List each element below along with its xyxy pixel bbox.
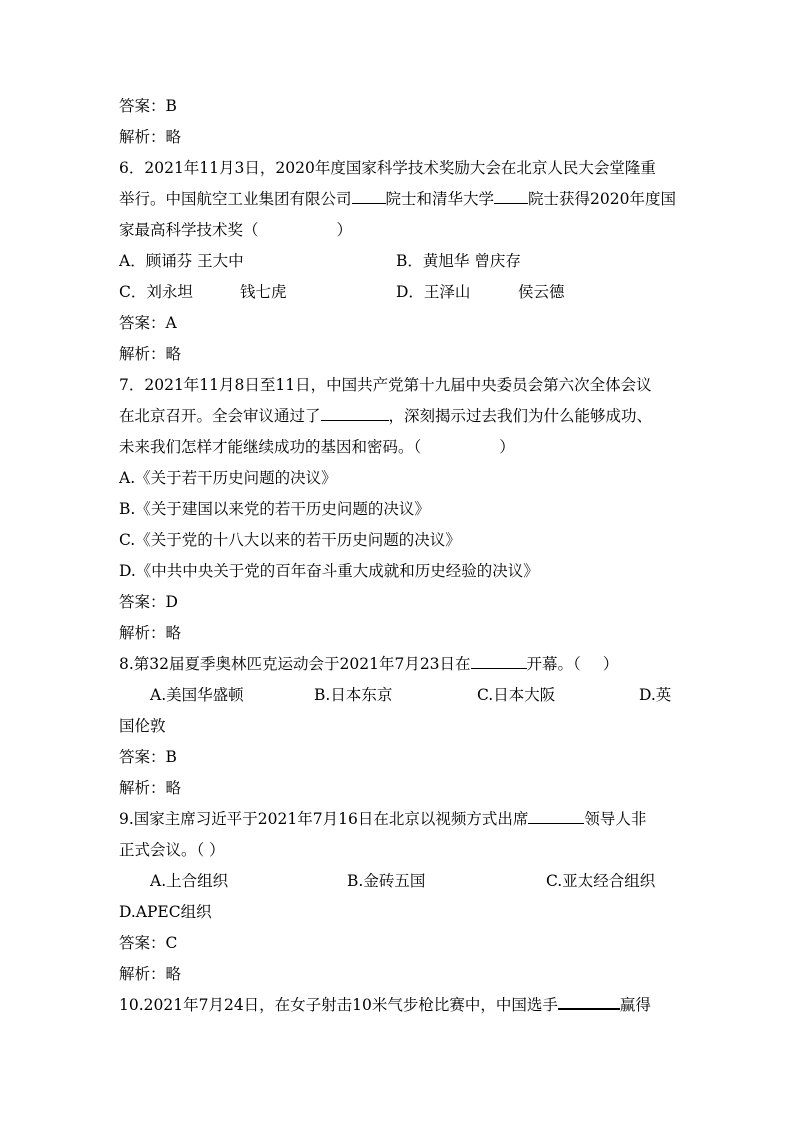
q7-stem-line3 [119,436,675,458]
q9-option-a: A.上合组织 [150,872,229,890]
q6-option-d: D．王泽山 [396,283,471,301]
q7-blank [321,406,389,421]
q7-answer: 答案：D [119,593,178,611]
q9-stem-part1: 9.国家主席习近平于2021年7月16日在北京以视频方式出席 [119,810,529,828]
q9-option-d: D.APEC组织 [119,903,212,921]
q9-stem-part2: 领导人非 [584,810,647,828]
q7-analysis: 解析：略 [119,624,182,642]
q7-stem-line2 [119,405,675,427]
q9-stem-line1 [119,808,675,830]
q7-option-d: D.《中共中央关于党的百年奋斗重大成就和历史经验的决议》 [119,562,539,580]
q6-analysis: 解析：略 [119,345,182,363]
q6-option-c: C．刘永坦 [119,283,193,301]
q8-option-d: D.英 [639,686,672,704]
q6-option-a: A．顾诵芬 王大中 [119,252,244,270]
q6-blank-1 [352,189,386,204]
q6-stem-line3-part1: 家最高科学技术奖（ [119,221,259,239]
q6-options-row2 [119,281,675,303]
q9-blank [528,809,584,824]
q8-option-d-continued: 国伦敦 [119,717,166,735]
q6-stem-line1: 6．2021年11月3日，2020年度国家科学技术奖励大会在北京人民大会堂隆重 [119,159,656,177]
q7-stem-line2-part2: ，深刻揭示过去我们为什么能够成功、 [388,407,653,425]
q8-stem-part2: 开幕。（ [526,655,581,673]
q10-blank [558,994,620,1010]
q7-stem-line3-part2: ） [499,438,515,456]
q8-blank [471,654,527,669]
q7-option-c: C.《关于党的十八大以来的若干历史问题的决议》 [119,531,461,549]
q8-stem-part3: ） [602,655,619,673]
q9-option-c: C.亚太经合组织 [546,872,656,890]
q5-answer: 答案：B [119,97,177,115]
q6-answer: 答案：A [119,314,177,332]
q8-analysis: 解析：略 [119,779,182,797]
q9-options-row [119,870,675,892]
q8-answer: 答案：B [119,748,177,766]
q8-options-row [119,684,675,706]
q7-stem-line2-part1: 在北京召开。全会审议通过了 [119,407,321,425]
q6-option-c-name2: 钱七虎 [240,283,287,301]
q10-stem-part2: 赢得 [619,996,651,1014]
q8-option-a: A.美国华盛顿 [150,686,244,704]
q8-option-b: B.日本东京 [314,686,393,704]
q8-stem-part1: 8.第32届夏季奥林匹克运动会于2021年7月23日在 [119,655,471,673]
q7-stem-line1: 7．2021年11月8日至11日，中国共产党第十九届中央委员会第六次全体会议 [119,376,652,394]
q5-analysis: 解析：略 [119,128,182,146]
q6-options-row1 [119,250,675,272]
q6-blank-2 [494,189,528,204]
q9-stem-line2: 正式会议。（ ） [119,841,225,859]
q6-stem-line2 [119,188,675,210]
q9-answer: 答案：C [119,934,178,952]
q7-option-b: B.《关于建国以来党的若干历史问题的决议》 [119,500,430,518]
q6-stem-line2-part3: 院士获得2020年度国 [528,190,676,208]
q6-option-d-name2: 侯云德 [518,283,565,301]
q6-stem-line2-part2: 院士和清华大学 [385,190,495,208]
q6-stem-line3-part2: ） [336,221,353,239]
q10-stem-line1 [119,994,675,1016]
q9-option-b: B.金砖五国 [347,872,426,890]
q6-option-b: B．黄旭华 曾庆存 [396,252,521,270]
q10-stem-part1: 10.2021年7月24日，在女子射击10米气步枪比赛中，中国选手 [119,996,558,1014]
q6-stem-line2-part1: 举行。中国航空工业集团有限公司 [119,190,352,208]
q7-stem-line3-part1: 未来我们怎样才能继续成功的基因和密码。（ [119,438,422,456]
q8-stem-line1 [119,653,675,675]
q6-stem-line3 [119,219,675,241]
q9-analysis: 解析：略 [119,965,182,983]
q7-option-a: A.《关于若干历史问题的决议》 [119,469,337,487]
q8-option-c: C.日本大阪 [477,686,556,704]
